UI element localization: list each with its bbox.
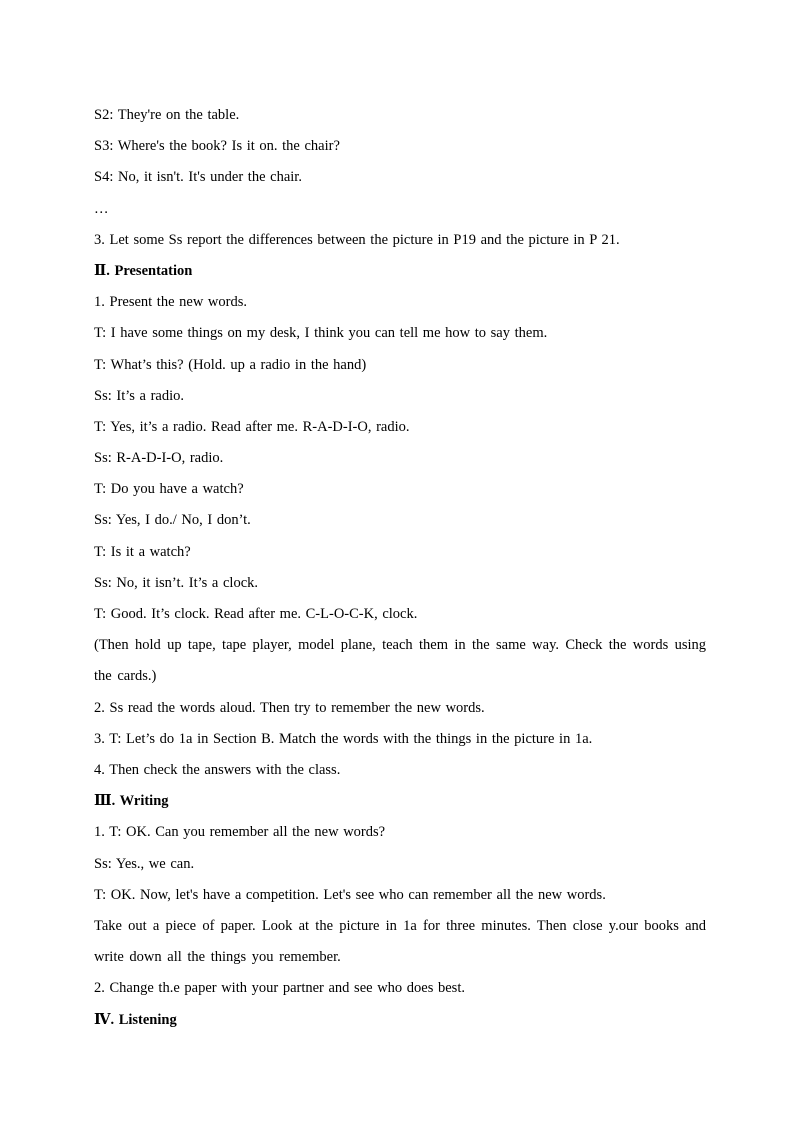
dialogue-line-ss-radio: Ss: It’s a radio. xyxy=(94,387,184,404)
step-report-differences: 3. Let some Ss report the differences between the picture in P19 and the picture in P 21. xyxy=(94,231,620,248)
section-heading-writing: Ⅲ. Writing xyxy=(94,793,169,810)
dialogue-line-t-good-clock: T: Good. It’s clock. Read after me. C-L-O-C-K, clock. xyxy=(94,606,418,622)
dialogue-line-t-things: T: I have some things on my desk, I think you can tell me how to say them. xyxy=(94,325,548,342)
section-heading-listening: Ⅳ. Listening xyxy=(94,1011,177,1028)
dialogue-line-ss-spell-radio: Ss: R-A-D-I-O, radio. xyxy=(94,450,224,467)
dialogue-line-ss-yes-we-can: Ss: Yes., we can. xyxy=(94,855,195,872)
dialogue-line-s3: S3: Where's the book? Is it on. the chair? xyxy=(94,138,340,155)
dialogue-line-t-is-watch: T: Is it a watch? xyxy=(94,543,191,560)
step-do-1a: 3. T: Let’s do 1a in Section B. Match the words with the things in the picture in 1a. xyxy=(94,730,593,747)
lesson-plan-body xyxy=(94,100,706,1036)
step-remember-words: 1. T: OK. Can you remember all the new words? xyxy=(94,824,386,841)
ellipsis-line: … xyxy=(94,200,109,217)
dialogue-line-t-whats-this: T: What’s this? (Hold. up a radio in the hand) xyxy=(94,356,367,373)
step-check-answers: 4. Then check the answers with the class. xyxy=(94,761,341,778)
dialogue-line-ss-clock: Ss: No, it isn’t. It’s a clock. xyxy=(94,574,259,591)
instruction-hold-up-items: (Then hold up tape, tape player, model plane, teach them in the same way. Check the words using the cards.) xyxy=(94,637,706,685)
dialogue-line-t-watch: T: Do you have a watch? xyxy=(94,481,244,498)
dialogue-line-s4: S4: No, it isn't. It's under the chair. xyxy=(94,169,302,186)
step-change-paper: 2. Change th.e paper with your partner and see who does best. xyxy=(94,980,465,997)
step-read-aloud: 2. Ss read the words aloud. Then try to remember the new words. xyxy=(94,699,485,716)
dialogue-line-ss-yes-no: Ss: Yes, I do./ No, I don’t. xyxy=(94,512,251,529)
dialogue-line-s2: S2: They're on the table. xyxy=(94,107,240,123)
step-present-words: 1. Present the new words. xyxy=(94,294,248,311)
section-heading-presentation: Ⅱ. Presentation xyxy=(94,262,193,279)
dialogue-line-t-yes-radio: T: Yes, it’s a radio. Read after me. R-A-D-I-O, radio. xyxy=(94,418,410,435)
instruction-take-out-paper: Take out a piece of paper. Look at the picture in 1a for three minutes. Then close y.our books and write down all the things you remember. xyxy=(94,917,706,966)
dialogue-line-t-competition: T: OK. Now, let's have a competition. Let's see who can remember all the new words. xyxy=(94,886,606,903)
